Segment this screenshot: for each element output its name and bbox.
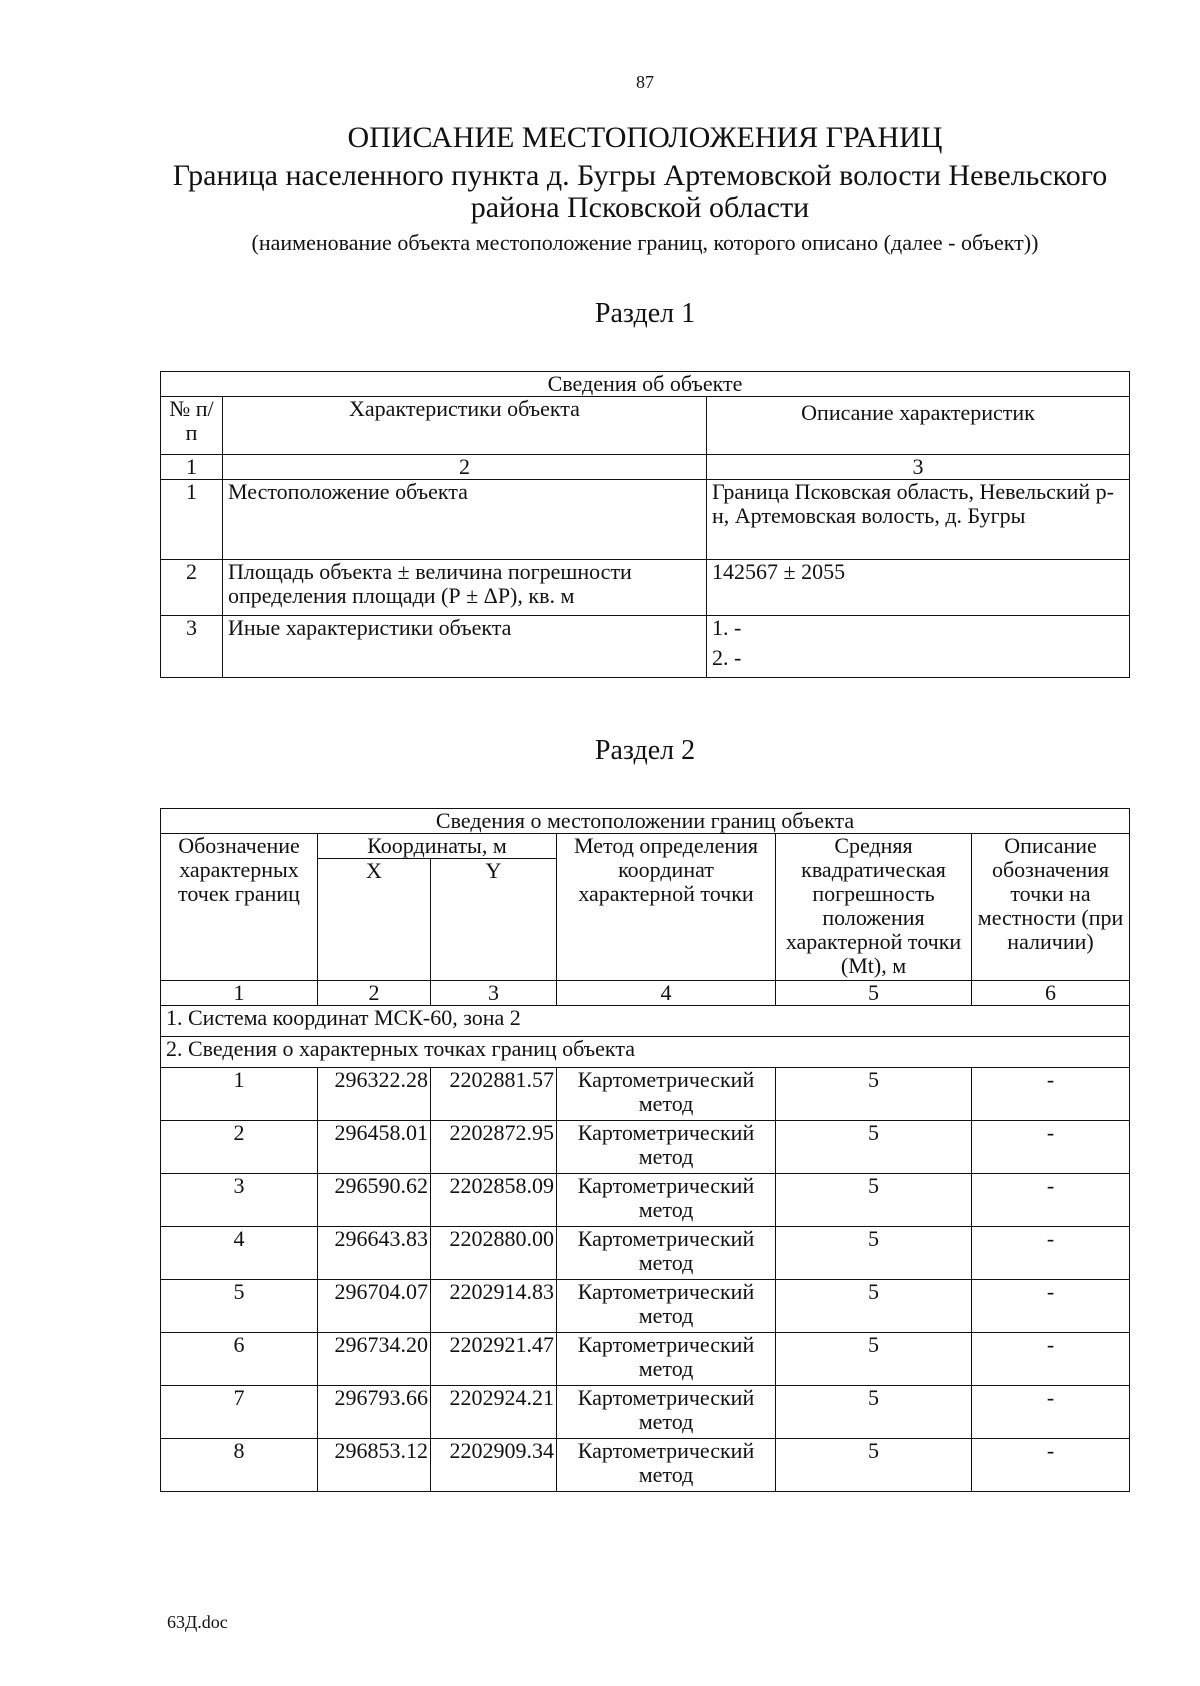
row-characteristic: Площадь объекта ± величина погрешности определения площади (Р ± ΔР), кв. м: [223, 560, 707, 616]
point-error: 5: [776, 1227, 972, 1280]
point-method: Картометрический метод: [557, 1068, 776, 1121]
row-num: 3: [161, 616, 223, 678]
boundary-points-table: [160, 808, 1130, 1492]
coordinate-system-row: [161, 1006, 1130, 1037]
boundary-info-title: Сведения о местоположении границ объекта: [161, 809, 1130, 834]
point-method: Картометрический метод: [557, 1174, 776, 1227]
point-x: 296322.28: [318, 1068, 431, 1121]
point-error: 5: [776, 1439, 972, 1492]
point-x: 296734.20: [318, 1333, 431, 1386]
object-info-table: [160, 371, 1130, 678]
point-x: 296458.01: [318, 1121, 431, 1174]
col-number: 2: [318, 981, 431, 1006]
col-number: 4: [557, 981, 776, 1006]
point-id: 7: [161, 1386, 318, 1439]
col-number: 5: [776, 981, 972, 1006]
point-x: 296793.66: [318, 1386, 431, 1439]
table-header-row: [161, 834, 1130, 859]
point-description: -: [972, 1121, 1130, 1174]
point-id: 5: [161, 1280, 318, 1333]
point-description: -: [972, 1333, 1130, 1386]
point-x: 296704.07: [318, 1280, 431, 1333]
description-line: 2. -: [712, 645, 742, 670]
point-x: 296643.83: [318, 1227, 431, 1280]
point-id: 4: [161, 1227, 318, 1280]
header-description: Описание характеристик: [707, 397, 1130, 455]
row-num: 1: [161, 480, 223, 560]
point-id: 2: [161, 1121, 318, 1174]
section-2-heading: Раздел 2: [594, 735, 696, 766]
header-method: Метод определения координат характерной точки: [557, 834, 776, 981]
table-row: [161, 480, 1130, 560]
col-number: 3: [707, 455, 1130, 480]
point-y: 2202858.09: [431, 1174, 557, 1227]
column-number-row: [161, 455, 1130, 480]
header-coordinates: Координаты, м: [318, 834, 557, 859]
object-name-caption: (наименование объекта местоположение границ, которого описано (далее - объект)): [251, 230, 1039, 255]
point-y: 2202921.47: [431, 1333, 557, 1386]
point-id: 6: [161, 1333, 318, 1386]
document-title: ОПИСАНИЕ МЕСТОПОЛОЖЕНИЯ ГРАНИЦ: [347, 121, 943, 154]
table-title-row: [161, 809, 1130, 834]
point-error: 5: [776, 1068, 972, 1121]
point-y: 2202914.83: [431, 1280, 557, 1333]
points-heading: 2. Сведения о характерных точках границ объекта: [161, 1037, 1130, 1068]
header-x: X: [318, 859, 431, 981]
header-point-description: Описание обозначения точки на местности (при наличии): [972, 834, 1130, 981]
point-description: -: [972, 1439, 1130, 1492]
point-method: Картометрический метод: [557, 1121, 776, 1174]
point-x: 296590.62: [318, 1174, 431, 1227]
table-row: [161, 1439, 1130, 1492]
table-row: [161, 1121, 1130, 1174]
column-number-row: [161, 981, 1130, 1006]
header-point: Обозначение характерных точек границ: [161, 834, 318, 981]
row-num: 2: [161, 560, 223, 616]
section-1-heading: Раздел 1: [594, 298, 696, 329]
point-error: 5: [776, 1121, 972, 1174]
table-row: [161, 616, 1130, 678]
point-error: 5: [776, 1174, 972, 1227]
header-characteristics: Характеристики объекта: [223, 397, 707, 455]
point-method: Картометрический метод: [557, 1439, 776, 1492]
document-subtitle: Граница населенного пункта д. Бугры Артемовской волости Невельского района Псковской области: [172, 159, 1108, 224]
page-number: 87: [636, 72, 654, 92]
point-y: 2202872.95: [431, 1121, 557, 1174]
point-id: 1: [161, 1068, 318, 1121]
col-number: 1: [161, 455, 223, 480]
table-row: [161, 1333, 1130, 1386]
description-line: 1. -: [712, 615, 742, 640]
table-title-row: [161, 372, 1130, 397]
header-y: Y: [431, 859, 557, 981]
table-row: [161, 1386, 1130, 1439]
header-num: № п/п: [161, 397, 223, 455]
point-description: -: [972, 1227, 1130, 1280]
col-number: 3: [431, 981, 557, 1006]
point-y: 2202881.57: [431, 1068, 557, 1121]
table-header-row: [161, 397, 1130, 455]
point-error: 5: [776, 1386, 972, 1439]
col-number: 1: [161, 981, 318, 1006]
table-row: [161, 1068, 1130, 1121]
point-x: 296853.12: [318, 1439, 431, 1492]
point-y: 2202909.34: [431, 1439, 557, 1492]
point-method: Картометрический метод: [557, 1386, 776, 1439]
point-method: Картометрический метод: [557, 1227, 776, 1280]
row-description: [707, 616, 1130, 678]
row-description: Граница Псковская область, Невельский р-н, Артемовская волость, д. Бугры: [707, 480, 1130, 560]
point-id: 3: [161, 1174, 318, 1227]
table-row: [161, 1280, 1130, 1333]
row-characteristic: Иные характеристики объекта: [223, 616, 707, 678]
file-name-footer: 63Д.doc: [167, 1612, 228, 1632]
point-description: -: [972, 1068, 1130, 1121]
table-row: [161, 1174, 1130, 1227]
table-row: [161, 560, 1130, 616]
header-error: Средняя квадратическая погрешность положения характерной точки (Mt), м: [776, 834, 972, 981]
object-info-title: Сведения об объекте: [161, 372, 1130, 397]
point-y: 2202924.21: [431, 1386, 557, 1439]
row-characteristic: Местоположение объекта: [223, 480, 707, 560]
col-number: 6: [972, 981, 1130, 1006]
point-id: 8: [161, 1439, 318, 1492]
points-heading-row: [161, 1037, 1130, 1068]
row-description: 142567 ± 2055: [707, 560, 1130, 616]
point-method: Картометрический метод: [557, 1280, 776, 1333]
point-error: 5: [776, 1280, 972, 1333]
point-error: 5: [776, 1333, 972, 1386]
point-y: 2202880.00: [431, 1227, 557, 1280]
point-description: -: [972, 1386, 1130, 1439]
coordinate-system: 1. Система координат МСК-60, зона 2: [161, 1006, 1130, 1037]
point-description: -: [972, 1174, 1130, 1227]
table-row: [161, 1227, 1130, 1280]
point-description: -: [972, 1280, 1130, 1333]
point-method: Картометрический метод: [557, 1333, 776, 1386]
col-number: 2: [223, 455, 707, 480]
